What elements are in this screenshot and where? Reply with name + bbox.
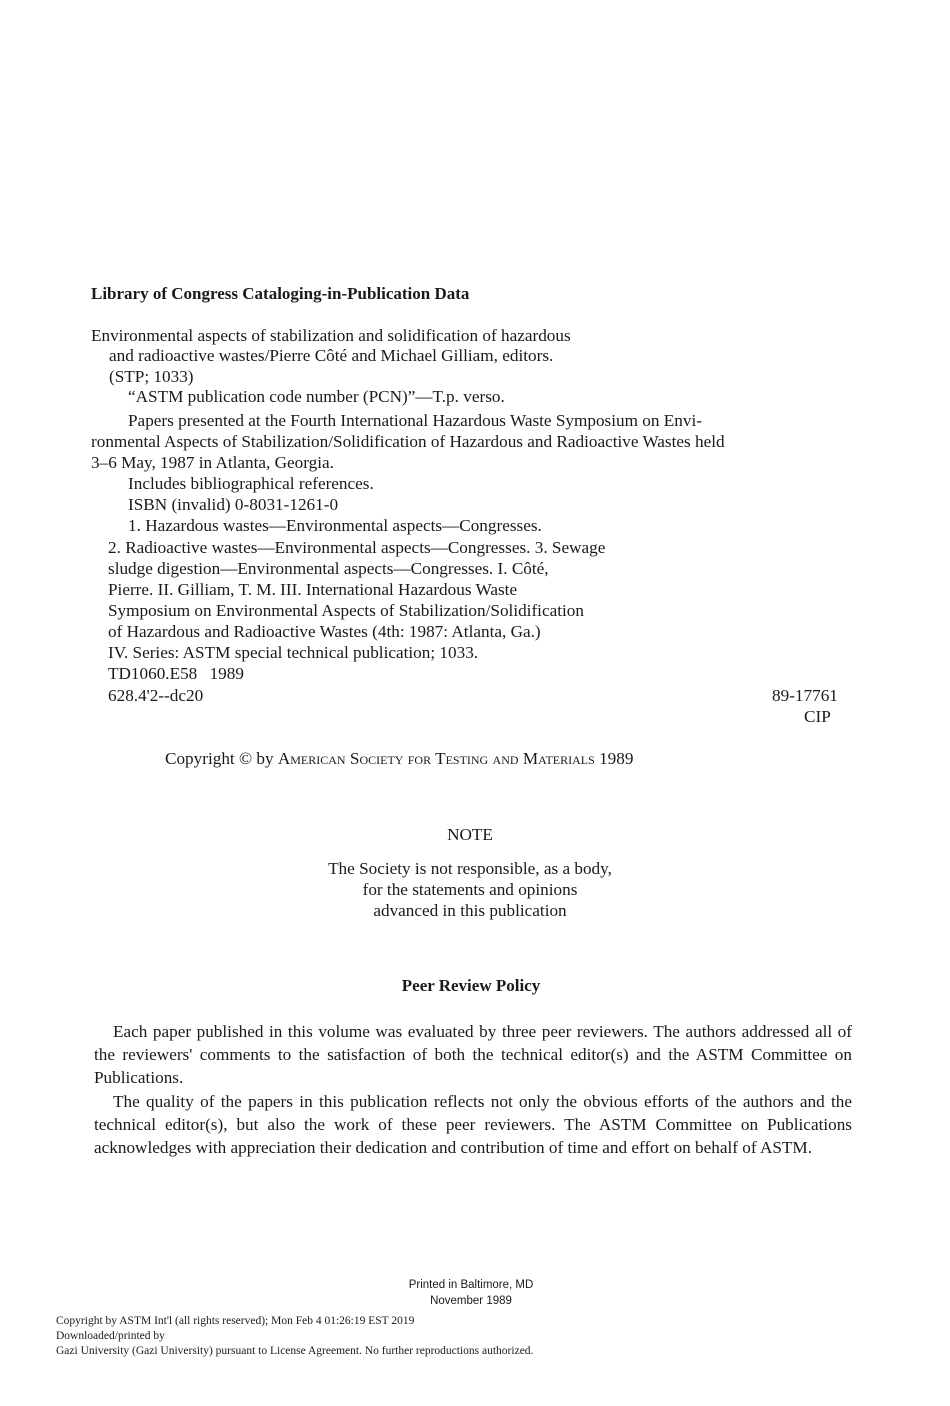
copyright-line	[165, 749, 633, 769]
cip-heading: Library of Congress Cataloging-in-Publication Data	[91, 284, 470, 303]
note-body	[0, 858, 940, 921]
cip-line: Symposium on Environmental Aspects of Stabilization/Solidification	[108, 601, 584, 620]
printed-info	[0, 1277, 942, 1309]
note-line: The Society is not responsible, as a body,	[328, 859, 612, 878]
footer-line: Downloaded/printed by	[56, 1330, 165, 1343]
note-line: advanced in this publication	[373, 901, 567, 920]
cip-line: “ASTM publication code number (PCN)”—T.p. verso.	[128, 387, 505, 406]
cip-line: (STP; 1033)	[109, 367, 194, 386]
cip-line: of Hazardous and Radioactive Wastes (4th: 1987: Atlanta, Ga.)	[108, 622, 541, 641]
peer-review-heading: Peer Review Policy	[401, 976, 541, 995]
cip-line: Environmental aspects of stabilization and solidification of hazardous	[91, 326, 571, 345]
cip-call-number: TD1060.E58 1989	[108, 664, 244, 683]
cip-line: 2. Radioactive wastes—Environmental aspects—Congresses. 3. Sewage	[108, 538, 606, 557]
printed-place: Printed in Baltimore, MD	[408, 1279, 534, 1291]
peer-review-paragraph: Each paper published in this volume was evaluated by three peer reviewers. The authors addressed all of the reviewers' comments to the satisfaction of both the technical editor(s) and the ASTM Committee on Publications.	[94, 1022, 852, 1088]
peer-review-paragraph: The quality of the papers in this publication reflects not only the obvious efforts of the authors and the technical editor(s), but also the work of these peer reviewers. The ASTM Committee on Publications acknowledges with appreciation their dedication and contribution of time and effort on behalf of ASTM.	[94, 1091, 852, 1158]
cip-dewey-number: 628.4'2--dc20	[108, 686, 204, 705]
footer-line: Copyright by ASTM Int'l (all rights reserved); Mon Feb 4 01:26:19 EST 2019	[56, 1315, 415, 1327]
cip-line: sludge digestion—Environmental aspects—Congresses. I. Côté,	[108, 559, 549, 578]
copyright-year: 1989	[599, 749, 634, 768]
cip-line: ISBN (invalid) 0-8031-1261-0	[128, 495, 339, 514]
cip-line: IV. Series: ASTM special technical publication; 1033.	[108, 643, 479, 662]
footer-line: Gazi University (Gazi University) pursuant to License Agreement. No further reproductions authorized.	[56, 1345, 534, 1358]
download-footer	[56, 1314, 533, 1360]
printed-date: November 1989	[430, 1295, 512, 1307]
note-line: for the statements and opinions	[362, 880, 578, 899]
cip-line: Papers presented at the Fourth International Hazardous Waste Symposium on Envi-	[128, 411, 702, 430]
note-heading: NOTE	[447, 825, 493, 844]
copyright-prefix: Copyright © by	[165, 749, 274, 768]
cip-label: CIP	[804, 707, 831, 726]
cip-line: 3–6 May, 1987 in Atlanta, Georgia.	[91, 453, 334, 472]
cip-line: ronmental Aspects of Stabilization/Solidification of Hazardous and Radioactive Wastes held	[91, 432, 725, 451]
cip-line: Includes bibliographical references.	[128, 474, 374, 493]
peer-review-body	[94, 1020, 852, 1159]
copyright-society: American Society for Testing and Materials	[277, 749, 595, 768]
cip-line: 1. Hazardous wastes—Environmental aspects—Congresses.	[128, 516, 542, 535]
lccn-number: 89-17761	[772, 686, 838, 705]
cip-line: and radioactive wastes/Pierre Côté and Michael Gilliam, editors.	[109, 346, 554, 365]
cip-line: Pierre. II. Gilliam, T. M. III. International Hazardous Waste	[108, 580, 518, 599]
